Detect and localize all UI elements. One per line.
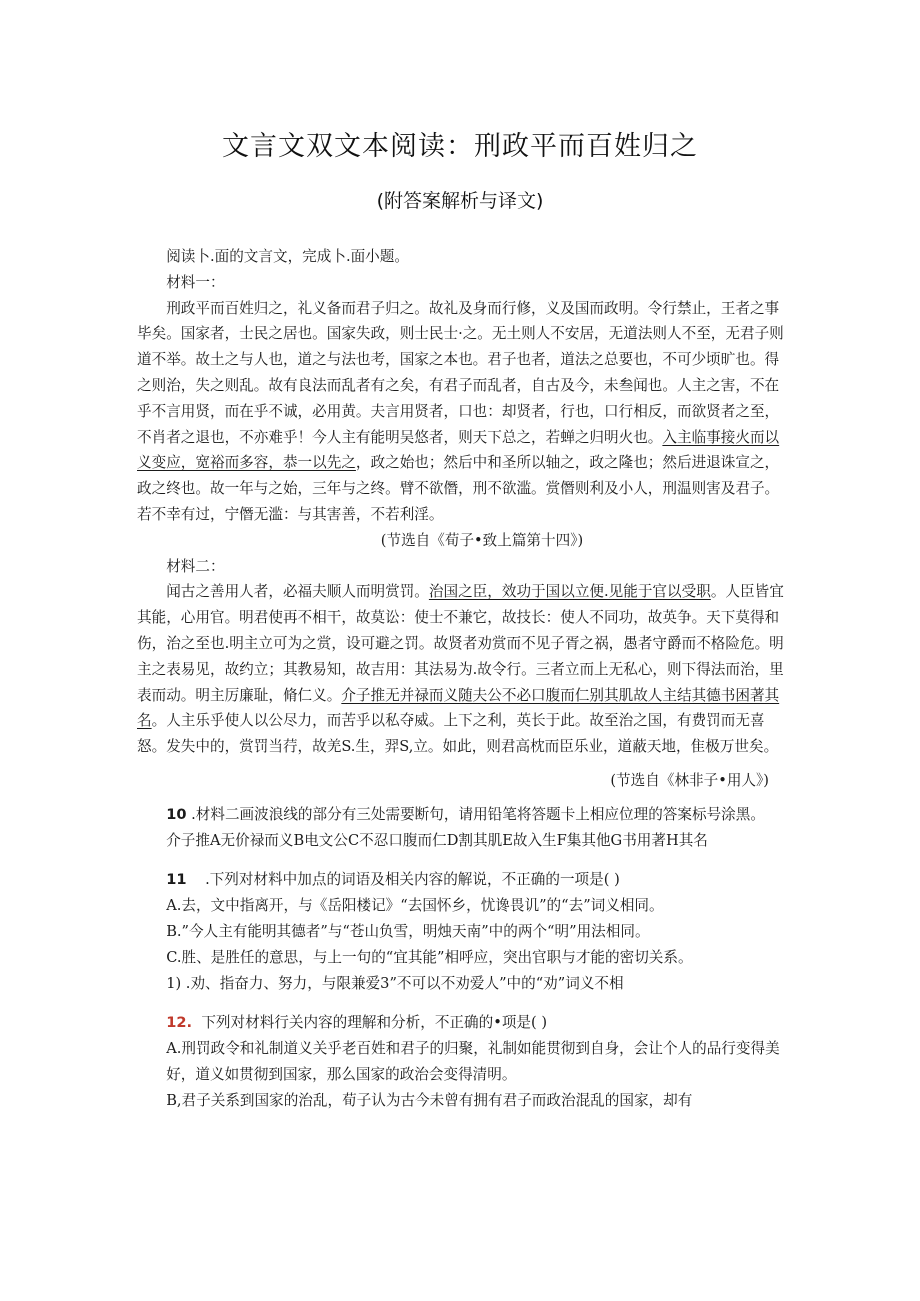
material1-paragraph: 刑政平而百姓归之，礼义备而君子归之。故礼及身而行修，义及国而政明。令行禁止，王者之事毕矣。国家者，士民之居也。国家失政，则士民士·之。无土则人不安居，无道法则人不至，无君子则道不举。故土之与人也，道之与法也考，国家之本也。君子也者，道法之总要也，不可少顷旷也。得之则治，失之则乱。故有良法而乱者有之矣，有君子而乱者，自古及今，未叁闻也。人主之害，不在乎不言用贤，而在乎不诚，必用黄。夫言用贤者，口也：却贤者，行也，口行相反，而欲贤者之至，不肖者之退也，不亦难乎！今人主有能明吴悠者，则天下总之，若蝉之归明火也。入主临事接火而以义变应，宽裕而多容，恭一以先之，政之始也；然后中和圣所以轴之，政之隆也；然后进退诛宣之，政之终也。故一年与之始，三年与之终。臂不欲僭，刑不欲滥。赏僭则利及小人，刑温则害及君子。若不幸有过，宁僭无滥：与其害善，不若利淫。	[137, 299, 784, 523]
question-10: 10 .材料二画波浪线的部分有三处需要断句，请用铅笔将答题卡上相应位理的答案标号涂黑。	[166, 805, 765, 823]
question-11: 11 .下列对材料中加点的词语及相关内容的解说，不正确的一项是( )	[166, 871, 620, 889]
question-12-option-b: B,君子关系到国家的治乱，荀子认为古今未曾有拥有君子而政治混乱的国家，却有	[166, 1091, 693, 1109]
material1-source: (节选自《荀子•致上篇第十四》)	[380, 531, 584, 549]
material2-underlined: 治国之臣，效功于国以立便.见能于官以受职	[428, 583, 711, 601]
material2-paragraph: 闻古之善用人者，必福夫顺人而明赏罚。治国之臣，效功于国以立便.见能于官以受职。人臣皆宜其能，心用官。明君使再不相干，故莫讼：使士不兼它，故技长：使人不同功，故英争。天下莫得和伤，治之至也.明主立可为之赏，设可避之罚。故贤者劝赏而不见子胥之祸，愚者守爵而不格险危。明主之表易见，故约立；其教易知，故吉用：其法易为.故令行。三者立而上无私心，则下得法而治，里表而动。明主厉廉耻，脩仁义。介子推无并禄而义随夫公不必口腹而仁别其肌故人主结其德书困著其名。人主乐乎使人以公尽力，而苦乎以私夺威。上下之利，英长于此。故至治之国，有费罚而无喜怒。发失中的，赏罚当荇，故羌S.生，羿S,立。如此，则君高枕而臣乐业，道蔽天地，隹极万世矣。	[137, 583, 784, 756]
page-subtitle: (附答案解析与译文)	[376, 190, 544, 212]
page-title: 文言文双文本阅读：刑政平而百姓归之	[222, 131, 698, 162]
material1-label: 材料一：	[166, 273, 225, 291]
material2-wavy-line: 介子推无并禄而义随夫公不必口腹而仁别其肌故人主结其德书困著其名	[137, 686, 780, 730]
material2-label: 材料二：	[166, 557, 225, 575]
question-11-option-d: 1) .劝、指奋力、努力，与限兼爱3”不可以不劝爱人”中的“劝”词义不相	[166, 974, 624, 992]
document-body	[137, 244, 787, 1114]
question-12-option-a: A.刑罚政令和礼制道义关乎老百姓和君子的归聚，礼制如能贯彻到自身，会让个人的品行变得美好，道义如贯彻到国家，那么国家的政治会变得清明。	[166, 1040, 780, 1083]
question-11-option-c: C.胜、是胜任的意思，与上一句的“宜其能”相呼应，突出官职与才能的密切关系。	[166, 948, 693, 966]
question-10-line: 介子推A无价禄而义B电文公C不忍口腹而仁D割其肌E故入生F集其他G书用著H其名	[166, 831, 708, 849]
question-12: 12. 下列对材料行关内容的理解和分析，不正确的•项是( )	[166, 1014, 548, 1032]
material1-underlined: 入主临事接火而以义变应，宽裕而多容，恭一以先之	[137, 428, 780, 472]
intro-text: 阅读卜.面的文言文，完成卜.面小题。	[166, 248, 409, 265]
question-11-option-b: B.”今人主有能明其德者”与“苍山负雪，明烛天南”中的两个“明”用法相同。	[166, 922, 650, 940]
material2-source: (节选自《林非子•用人》)	[610, 771, 769, 789]
question-11-option-a: A.去，文中指离开，与《岳阳楼记》“去国怀乡，忧谗畏讥”的“去”词义相同。	[166, 897, 664, 915]
